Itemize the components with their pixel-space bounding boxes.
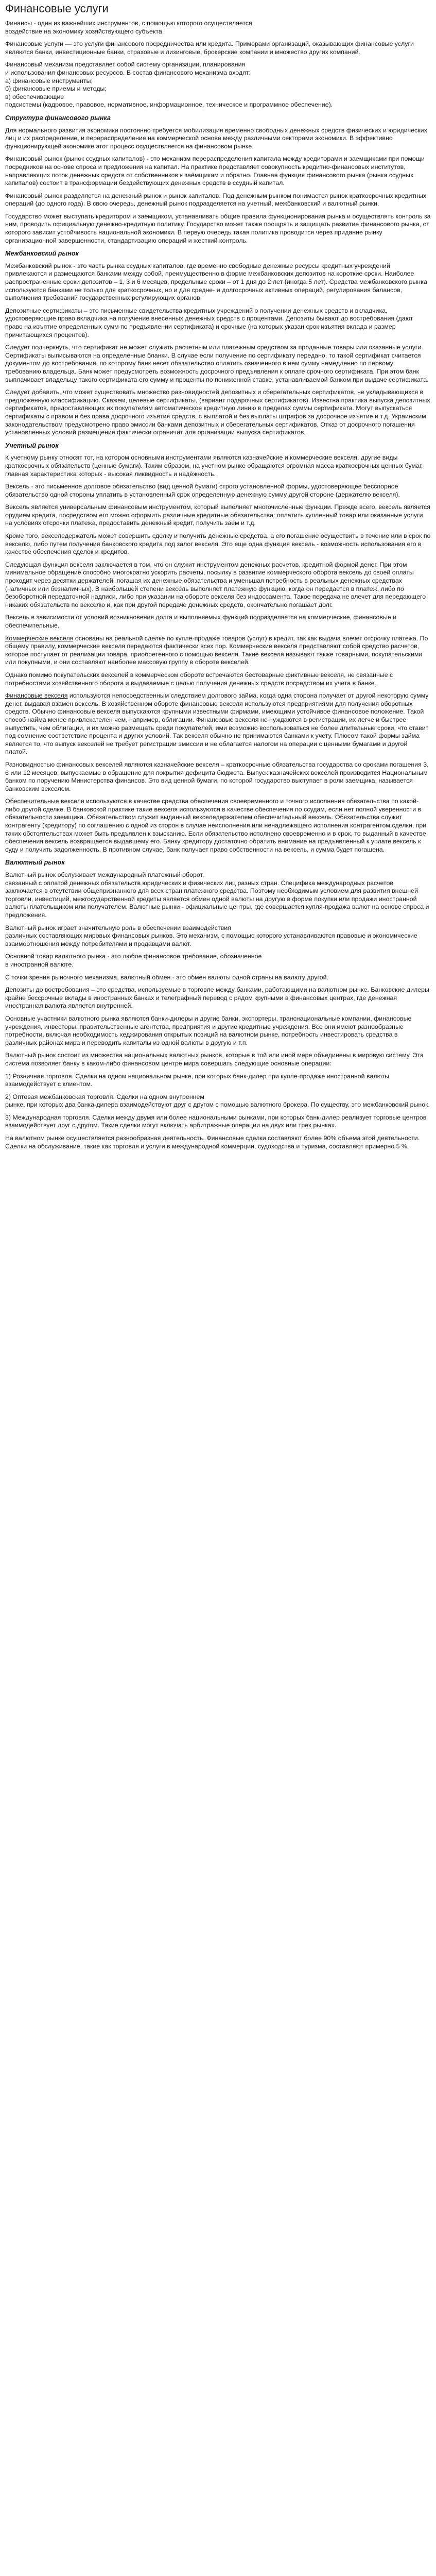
paragraph: Финансовый рынок разделяется на денежный рынок и рынок капиталов. Под денежным рынком понимается рынок краткосрочных кредитных операций (до одного года). В свою очередь, денежный рынок подразделяется на учетный, межбанковский и валютный рынки. <box>5 192 427 208</box>
paragraph: Валютный рынок состоит из множества национальных валютных рынков, которые в той или иной мере объединены в мировую систему. Эта система позволяет банку в каком-либо финансовом центре мира совершать следующие основные операции: <box>5 1052 424 1067</box>
paragraph: Следует подчеркнуть, что сертификат не может служить расчетным или платежным средством за проданные товары или оказанные услуги. Сертификаты выписываются на определенные бланки. В случае если получение по сертификату передано, то такой сертификат считается документом до востребования, по которому банк несет обязательство оплатить означенного в нем сумму немедленно по первому требованию владельца. Банк может предусмотреть возможность досрочного предъявления к оплате срочного сертификата. При этом банк выплачивает владельцу такого сертификата его сумму и проценты по пониженной ставке, устанавливаемой банком при выдаче сертификата. <box>5 344 429 383</box>
paragraph: Межбанковский рынок - это часть рынка ссудных капиталов, где временно свободные денежные ресурсы кредитных учреждений привлекаются и размещаются банками между собой, преимущественно в форме межбанковских депозитов на короткие сроки. Наиболее распространенные сроки депозитов – 1, 3 и 6 месяцев, предельные сроки – от 1 дня до 2 лет (иногда 5 лет). Средства межбанковского рынка используются банками не только для краткосрочных, но и для средне- и долгосрочных активных операций, регулирования балансов, выполнения требований государственных регулирующих органов. <box>5 262 427 302</box>
paragraph: Финансовый механизм представляет собой систему организации, планирования и использования финансовых ресурсов. В состав финансового механизма входят: а) финансовые инструменты; б) финансовые приемы и методы; в) обеспечивающие подсистемы (кадровое, правовое, нормативное, информационное, техническое и программное обеспечение). <box>5 61 333 109</box>
paragraph: Кроме того, векселедержатель может совершить сделку и получить денежные средства, а его погашение осуществить в течение или в срок по векселю, либо путем получения банковского кредита под залог векселя. Это еще одна функция вексель - возможность использования его в качестве обеспечения сделок и кредитов. <box>5 532 431 556</box>
paragraph: Финансы - один из важнейших инструментов, с помощью которого осуществляется воздействие на экономику хозяйствующего субъекта. <box>5 20 252 35</box>
term: Обеспечительные векселя <box>5 798 84 805</box>
paragraph: 1) Розничная торговля. Сделки на одном национальном рынке, при которых банк-дилер при купле-продаже иностранной валюты взаимодействует с клиентом. <box>5 1072 390 1088</box>
section-heading: Учетный рынок <box>5 442 59 449</box>
paragraph: Валютный рынок обслуживает международный платежный оборот, связанный с оплатой денежных обязательств юридических и физических лиц разных стран. Специфика международных расчетов заключается в отсутствии общепризнанного для всех стран платежного средства. Поэтому необходимым условием для развития внешней торговли, инвестиций, межгосударственной кредиты является обмен одной валюты на другую в форме покупки или продажи иностранной валюты плательщиком или получателем. Валютные рынки - официальные центры, где совершается купля-продажа валют на основе спроса и предложения. <box>5 871 429 919</box>
paragraph: 3) Международная торговля. Сделки между двумя или более национальными рынками, при которых банк-дилер реализует торговые центров взаимодействует друг с другом. Такие сделки могут включать арбитражные операции на двух или трех рынках. <box>5 1113 427 1129</box>
paragraph-text: используются непосредственным следствием долгового займа, когда одна сторона получает от другой некоторую сумму денег, выдавая взамен вексель. В хозяйственном обороте финансовые векселя используются предприятиями для получения оборотных средств. Обычно финансовые векселя выпускаются крупными известными фирмами, имеющими устойчивое финансовое положение. Такой способ найма менее привлекателен чем, например, облигации. Финансовые векселя не нуждаются в регистрации, их легче и быстрее выпустить, чем облигации, и их можно размещать среди покупателей, ими возможно воспользоваться не более длительные сроки, что ставит под сомнение соответствие процента и других условий. Так векселя обычно не принимаются банками к учету. Плюсом такой формы займа является то, что выпуск векселей не требует регистрации эмиссии и не облагается налогом на операции с ценными бумагами и другой платой. <box>5 692 429 756</box>
paragraph: К учетному рынку относят тот, на котором основными инструментами являются казначейские и коммерческие векселя, другие виды краткосрочных обязательств (ценные бумаги). Таким образом, на учетном рынке обращаются огромная масса краткосрочных ценных бумаг, главная характеристика которых - высокая ликвидность и надёжность. <box>5 454 423 478</box>
article <box>0 0 436 1150</box>
paragraph-text: используются в качестве средства обеспечения своевременного и точного исполнения обязательства по какой-либо другой сделке. В банковской практике такие векселя используются в качестве обеспечения по ссудам, если нет полной уверенности в обязательности заемщика. Обязательством служит выданный векселедержателем обеспечительный вексель. Обязательства служит контрагенту (кредитору) по соглашению с одной из сторон в случае неисполнения или ненадлежащего исполнения контрагентом сделки, при таких обстоятельствах может быть предъявлен к взысканию. Если обязательство исполнено своевременно и в срок, то выданный в качестве обеспечения вексель возвращается выдавшему его. Банку кредитору достаточно обратить внимание на предъявленный к уплате вексель к суду и получить задолженность. В противном случае, банк получает право собственности на вексель, и сумма будет погашена. <box>5 798 427 853</box>
paragraph: Финансовые услуги — это услуги финансового посредничества или кредита. Примерами организаций, оказывающих финансовые услуги являются банки, инвестиционные банки, страховые и лизинговые, брокерские компании и множество других компаний. <box>5 40 414 56</box>
term: Коммерческие векселя <box>5 634 74 642</box>
paragraph: Вексель в зависимости от условий возникновения долга и выполняемых функций подразделяется на коммерческие, финансовые и обеспечительные. <box>5 614 397 629</box>
paragraph: Однако помимо покупательских векселей в коммерческом обороте встречаются бестоварные фиктивные векселя, не связанные с потребностями хозяйственного оборота и выдаваемые с целью получения денежных средств посредством их учета в банке. <box>5 671 393 687</box>
paragraph: Депозитные сертификаты – это письменные свидетельства кредитных учреждений о получении денежных средств и вкладчика, удостоверяющие право вкладчика на получение внесенных денежных средств с процентами. Депозиты бывают до востребования (дают право на изъятие определенных сумм по предъявлении сертификата) и срочные (на которых указан срок изъятия вклада и размер причитающихся процентов). <box>5 307 413 338</box>
paragraph: Валютный рынок играет значительную роль в обеспечении взаимодействия различных составляющих мировых финансовых рынков. Это механизм, с помощью которого устанавливаются правовые и экономические взаимоотношения между потребителями и продавцами валют. <box>5 924 417 947</box>
section-heading: Структура финансового рынка <box>5 114 111 122</box>
paragraph <box>5 635 431 667</box>
paragraph: Следующая функция векселя заключается в том, что он служит инструментом денежных расчетов, кредитной формой денег. При этом минимальное обращение способно многократно ускорить расчеты, посылку в развитие коммерческого оборота вексель до своей оплаты проходит через десятки держателей, погашая их денежные обязательства и уменьшая потребность в реальных денежных средствах (наличных или безналичных). В наибольшей степени вексель выполняет платежную функцию, когда он передается в платеж, либо по безоборотной передаточной надписи, либо при указании на обороте векселя без индоссамента. Такое передача не влечет для передающего никаких обязательств по векселю и, как при другой передаче денежных средств, окончательно погашает долг. <box>5 561 426 608</box>
paragraph <box>5 798 431 854</box>
paragraph: С точки зрения рыночного механизма, валютный обмен - это обмен валюты одной страны на валюту другой. <box>5 973 328 981</box>
paragraph: 2) Оптовая межбанковская торговля. Сделки на одном внутреннем рынке, при которых два банка-дилера взаимодействуют друг с другом с помощью валютного брокера. По существу, это межбанковский рынок. <box>5 1093 430 1109</box>
paragraph: Вексель является универсальным финансовым инструментом, который выполняет многочисленные функции. Прежде всего, вексель является орудием кредита, посредством его можно оформить различные кредитные обязательства: оплатить купленный товар или оказанные услуги на условиях отсрочки платежа, предоставить денежный кредит, получить заем и т.д. <box>5 503 430 527</box>
paragraph: Депозиты до востребования – это средства, используемые в торговле между банками, работающими на валютном рынке. Банковские дилеры крайне бессрочные вклады в иностранных банках и телеграфный перевод с рядом крупными в финансовых центрах, где денежная иностранная валюта является внутренней. <box>5 986 429 1010</box>
paragraph: Основные участники валютного рынка являются банки-дилеры и другие банки, экспортеры, транснациональные компании, финансовые учреждения, инвесторы, правительственные агентства, предприятия и другие кредитные учреждения. Все они имеют разнообразные потребности, включая необходимость хеджирования открытых позиций на валютном рынке, потребность инвестировать средства в различных районах мира и переводить капиталы из одной валюты в другую и т.п. <box>5 1014 412 1046</box>
paragraph <box>5 692 431 756</box>
section-heading: Межбанковский рынок <box>5 250 79 258</box>
paragraph: Вексель - это письменное долговое обязательство (вид ценной бумаги) строго установленной формы, удостоверяющее бесспорное обязательство одной стороны уплатить в установленный срок определенную денежную сумму другой стороне (держателю векселя). <box>5 483 400 498</box>
paragraph-text: основаны на реальной сделке по купле-продаже товаров (услуг) в кредит, так как выдача влечет отсрочку платежа. По общему правилу, коммерческие векселя передаются фактически всех пор. Коммерческие векселя представляют собой средство расчетов, которое поступает от реализации товара, приобретенного с помощью векселя. Такие векселя называют также товарными, покупательскими или покупными, и они составляют наиболее массовую группу в обороте векселей. <box>5 634 428 666</box>
section-heading: Валютный рынок <box>5 859 65 867</box>
page-title: Финансовые услуги <box>5 2 109 15</box>
paragraph: Финансовый рынок (рынок ссудных капиталов) - это механизм перераспределения капитала между кредиторами и заемщиками при помощи посредников на основе спроса и предложения на капитал. На практике представляет совокупность кредитно-финансовых институтов, направляющих поток денежных средств от собственников к заёмщикам и обратно. Главная функция финансового рынка (рынка ссудных капиталов) состоит в трансформации бездействующих денежных средств в ссудный капитал. <box>5 155 425 187</box>
term: Финансовые векселя <box>5 692 68 700</box>
paragraph: На валютном рынке осуществляется разнообразная деятельность. Финансовые сделки составляют более 90% объема этой деятельности. Сделки на обслуживание, такие как торговля и услуги в международной коммерции, судоходства и туризма, составляют примерно 5 %. <box>5 1134 420 1150</box>
article-body <box>5 20 431 1150</box>
paragraph: Разновидностью финансовых векселей являются казначейские векселя – краткосрочные обязательства государства со сроками погашения 3, 6 или 12 месяцев, выпускаемые в обращение для покрытия дефицита бюджета. Выпуск казначейских векселей производится Национальным банком по поручению Министерства финансов. Это вид ценной бумаги, по которой государство выступает в роли заемщика, называется банковским векселем. <box>5 760 429 792</box>
paragraph: Государство может выступать кредитором и заемщиком, устанавливать общие правила функционирования рынка и осуществлять контроль за ним, проводить официальную денежно-кредитную политику. Государство может также поощрять и защищать развитие финансового рынка, от которого зависит устойчивость национальной экономики. В первую очередь такая политика проводится через придание рынку организационной завершенности, стандартизацию операций и жесткий контроль. <box>5 212 431 244</box>
paragraph: Следует добавить, что может существовать множество разновидностей депозитных и сберегательных сертификатов, не укладывающихся в предложенную классификацию. Скажем, целевые сертификаты, (вариант подарочных сертификатов). Известна практика выпуска депозитных сертификатов, предоставляющих их покупателям автоматическое кредитную линию в пределах суммы сертификата. Могут выпускаться сертификаты с правом и без права досрочного изъятия средств, с выплатой и без выплаты штрафов за досрочное изъятие и т.д. Украинским законодательством предусмотрено право эмиссии банками депозитных и сберегательных сертификатов. Отказ от досрочного погашения установленных условий размещения фактически ограничит для организации выпуска сертификатов. <box>5 388 430 436</box>
paragraph: Основной товар валютного рынка - это любое финансовое требование, обозначенное в иностранной валюте. <box>5 953 262 968</box>
paragraph: Для нормального развития экономики постоянно требуется мобилизация временно свободных денежных средств физических и юридических лиц и их распределение, и перераспределение на коммерческой основе между различными секторами экономики. В эффективно функционирующей экономике этот процесс осуществляется на финансовом рынке. <box>5 126 427 150</box>
